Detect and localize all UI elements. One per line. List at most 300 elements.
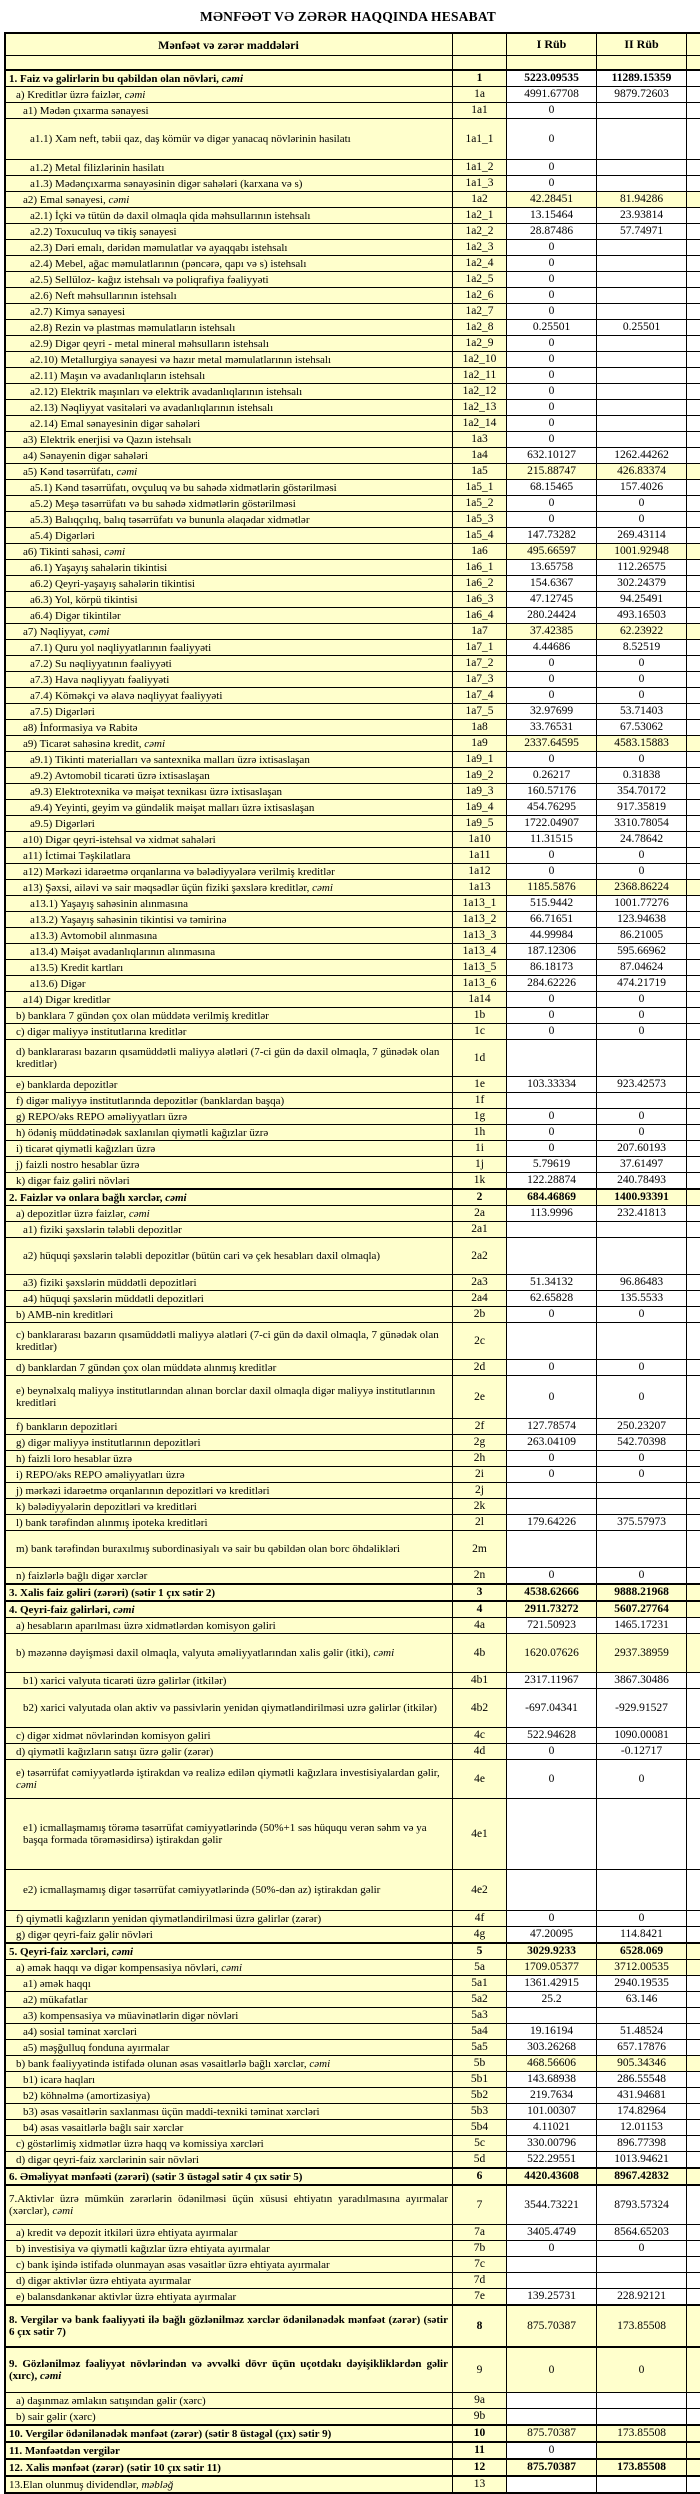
table-row	[6, 1617, 700, 1633]
table-row	[6, 191, 700, 207]
next-col-sliver-cell	[686, 2152, 700, 2167]
row-code: 7e	[452, 2289, 506, 2304]
row-q1-value	[506, 1040, 596, 1076]
table-row	[6, 207, 700, 223]
row-q1-value: 154.6367	[506, 576, 596, 591]
table-row	[6, 1688, 700, 1727]
row-q2-value: 0	[596, 1307, 686, 1322]
row-code: 5a1	[452, 1976, 506, 1991]
row-q1-value: 721.50923	[506, 1618, 596, 1633]
row-q1-value	[506, 1531, 596, 1567]
row-q2-value: 923.42573	[596, 1077, 686, 1092]
row-q2-value: 286.55548	[596, 2072, 686, 2087]
table-row	[6, 1727, 700, 1743]
table-row	[6, 69, 700, 86]
row-code: 1a13	[452, 880, 506, 895]
row-q1-value: 28.87486	[506, 224, 596, 239]
row-code: 9a	[452, 2393, 506, 2408]
row-code: 1a7_2	[452, 656, 506, 671]
next-col-sliver-cell	[686, 1109, 700, 1124]
row-item-label: g) digər maliyyə institutlarının depozitləri	[6, 1435, 452, 1450]
row-q2-value: 0	[596, 1911, 686, 1926]
row-q1-value: 0	[506, 1360, 596, 1375]
row-q2-value: 0	[596, 1760, 686, 1798]
row-code: 1a6_3	[452, 592, 506, 607]
row-code: 4e1	[452, 1799, 506, 1869]
row-q2-value	[596, 368, 686, 383]
row-q2-value: 1262.44262	[596, 448, 686, 463]
row-code: 1a13_1	[452, 896, 506, 911]
next-col-sliver-cell	[686, 928, 700, 943]
row-q2-value: 96.86483	[596, 1275, 686, 1290]
row-q1-value	[506, 1870, 596, 1910]
table-row	[6, 2458, 700, 2475]
row-q1-value: 37.42385	[506, 624, 596, 639]
row-item-label: e2) icmallaşmamış digər təsərrüfat cəmiyyətlərində (50%-dən az) iştirakdan gəlir	[6, 1870, 452, 1910]
row-q1-value: 0	[506, 103, 596, 118]
row-item-label: a1) fiziki şəxslərin tələbli depozitlər	[6, 1222, 452, 1237]
table-row	[6, 2424, 700, 2441]
row-q1-value: 11.31515	[506, 832, 596, 847]
row-item-label: 11. Mənfəətdən vergilər	[6, 2443, 452, 2458]
table-row	[6, 671, 700, 687]
row-q1-value	[506, 1499, 596, 1514]
table-row	[6, 223, 700, 239]
table-row	[6, 975, 700, 991]
row-q2-value: 173.85508	[596, 2426, 686, 2441]
next-col-sliver-cell	[686, 944, 700, 959]
row-item-label: a10) Digər qeyri-istehsal və xidmət sahələri	[6, 832, 452, 847]
row-item-label: 3. Xalis faiz gəliri (zərəri) (sətir 1 çıx sətir 2)	[6, 1585, 452, 1600]
row-q1-value: 0	[506, 1125, 596, 1140]
row-q1-value: 103.33334	[506, 1077, 596, 1092]
spacer-cell	[6, 56, 452, 69]
next-col-sliver-cell	[686, 1141, 700, 1156]
table-row	[6, 431, 700, 447]
row-q1-value: 0	[506, 848, 596, 863]
row-item-label: a3) Elektrik enerjisi və Qazın istehsalı	[6, 432, 452, 447]
row-item-label: a4) hüquqi şəxslərin müddətli depozitləri	[6, 1291, 452, 1306]
table-row	[6, 2023, 700, 2039]
next-col-sliver-cell	[686, 2477, 700, 2492]
table-row	[6, 1188, 700, 1205]
row-item-label: a5.4) Digərləri	[6, 528, 452, 543]
row-q1-value: 0	[506, 496, 596, 511]
row-item-label: a2.13) Nəqliyyat vasitələri və avadanlıqlarının istehsalı	[6, 400, 452, 415]
row-q1-value: 4538.62666	[506, 1585, 596, 1600]
row-q2-value: 8564.65203	[596, 2225, 686, 2240]
next-col-sliver-cell	[686, 2348, 700, 2392]
next-col-sliver-cell	[686, 2289, 700, 2304]
row-code: 1a7_5	[452, 704, 506, 719]
row-code: 1a2_14	[452, 416, 506, 431]
row-q1-value: 5223.09535	[506, 71, 596, 86]
next-col-sliver-cell	[686, 1222, 700, 1237]
row-code: 1a	[452, 87, 506, 102]
row-q1-value: 1620.07626	[506, 1634, 596, 1672]
next-col-sliver-cell	[686, 1307, 700, 1322]
next-col-sliver-cell	[686, 848, 700, 863]
row-q2-value: 81.94286	[596, 192, 686, 207]
row-q1-value: 303.26268	[506, 2040, 596, 2055]
table-row	[6, 863, 700, 879]
row-code: 1g	[452, 1109, 506, 1124]
row-q2-value: 0	[596, 1125, 686, 1140]
row-code: 9	[452, 2348, 506, 2392]
row-item-label: 4. Qeyri-faiz gəlirləri, cəmi	[6, 1602, 452, 1617]
row-q2-value	[596, 352, 686, 367]
row-code: 1a2_2	[452, 224, 506, 239]
row-code: 1a6_1	[452, 560, 506, 575]
row-code: 1e	[452, 1077, 506, 1092]
row-code: 1a12	[452, 864, 506, 879]
next-col-sliver-cell	[686, 208, 700, 223]
row-q2-value: 94.25491	[596, 592, 686, 607]
row-item-label: a2.8) Rezin və plastmas məmulatların istehsalı	[6, 320, 452, 335]
table-row	[6, 623, 700, 639]
spacer-cell	[506, 56, 596, 69]
next-col-sliver-cell	[686, 2088, 700, 2103]
next-col-sliver-cell	[686, 224, 700, 239]
row-code: 1a2_10	[452, 352, 506, 367]
table-row	[6, 1466, 700, 1482]
next-col-sliver-cell	[686, 1206, 700, 1221]
row-q1-value: 127.78574	[506, 1419, 596, 1434]
row-q2-value: 240.78493	[596, 1173, 686, 1188]
row-code: 2d	[452, 1360, 506, 1375]
table-row	[6, 2151, 700, 2167]
row-item-label: a2.11) Maşın və avadanlıqların istehsalı	[6, 368, 452, 383]
table-row	[6, 959, 700, 975]
row-q2-value: 0	[596, 1568, 686, 1583]
row-item-label: a2) Emal sənayesi, cəmi	[6, 192, 452, 207]
row-item-label: e1) icmallaşmamış törəmə təsərrüfat cəmiyyətlərində (50%+1 səs hüququ verən səhm və ya başqa formada törəməsidirsə) iştirakdan gəlir	[6, 1799, 452, 1869]
row-code: 1a13_2	[452, 912, 506, 927]
row-q2-value: 63.146	[596, 1992, 686, 2007]
row-code: 1a2_9	[452, 336, 506, 351]
row-q2-value: 542.70398	[596, 1435, 686, 1450]
table-row	[6, 2087, 700, 2103]
row-code: 1c	[452, 1024, 506, 1039]
row-code: 1a9_1	[452, 752, 506, 767]
next-col-sliver-cell	[686, 2443, 700, 2458]
table-row	[6, 943, 700, 959]
row-item-label: a7) Nəqliyyat, cəmi	[6, 624, 452, 639]
row-item-label: a7.2) Su nəqliyyatının fəaliyyəti	[6, 656, 452, 671]
row-code: 1a7_1	[452, 640, 506, 655]
row-q1-value: 13.15464	[506, 208, 596, 223]
table-row	[6, 767, 700, 783]
row-item-label: a5) Kənd təsərrüfatı, cəmi	[6, 464, 452, 479]
row-code: 1a2_1	[452, 208, 506, 223]
row-q2-value: 2368.86224	[596, 880, 686, 895]
next-col-sliver-cell	[686, 1376, 700, 1418]
row-q1-value: 113.9996	[506, 1206, 596, 1221]
table-row	[6, 2039, 700, 2055]
table-row	[6, 415, 700, 431]
table-row	[6, 2346, 700, 2392]
row-q2-value: 1001.77276	[596, 896, 686, 911]
row-item-label: a) əmək haqqı və digər kompensasiya növləri, cəmi	[6, 1960, 452, 1975]
table-row	[6, 1514, 700, 1530]
next-col-sliver-cell	[686, 992, 700, 1007]
row-item-label: j) faizli nostro hesablar üzrə	[6, 1157, 452, 1172]
table-row	[6, 1759, 700, 1798]
row-q2-value: 0	[596, 2241, 686, 2256]
row-code: 8	[452, 2306, 506, 2346]
table-row	[6, 575, 700, 591]
row-q2-value: 0	[596, 1109, 686, 1124]
row-item-label: a6.4) Digər tikintilər	[6, 608, 452, 623]
row-q1-value: 280.24424	[506, 608, 596, 623]
row-item-label: a5.2) Meşə təsərrüfatı və bu sahədə xidmətlərin göstərilməsi	[6, 496, 452, 511]
row-q1-value: 0	[506, 2443, 596, 2458]
row-code: 7	[452, 2186, 506, 2224]
row-item-label: a4) sosial təminat xərcləri	[6, 2024, 452, 2039]
table-row	[6, 2288, 700, 2304]
row-item-label: b) banklara 7 gündən çox olan müddətə verilmiş kreditlər	[6, 1008, 452, 1023]
row-q2-value: 0	[596, 1451, 686, 1466]
row-code: 1a2_6	[452, 288, 506, 303]
row-code: 5a2	[452, 1992, 506, 2007]
row-q2-value	[596, 1531, 686, 1567]
row-code: 1a6_2	[452, 576, 506, 591]
row-q1-value	[506, 1323, 596, 1359]
row-q2-value: 3712.00535	[596, 1960, 686, 1975]
row-q2-value: 1465.17231	[596, 1618, 686, 1633]
row-q2-value: 2937.38959	[596, 1634, 686, 1672]
next-col-sliver-cell	[686, 160, 700, 175]
next-col-sliver-cell	[686, 1960, 700, 1975]
row-item-label: b2) xarici valyutada olan aktiv və passivlərin yenidən qiymətləndirilməsi uzrə gəlirlər (itkilər)	[6, 1689, 452, 1727]
table-row	[6, 559, 700, 575]
row-q1-value: 187.12306	[506, 944, 596, 959]
table-row	[6, 175, 700, 191]
row-q1-value: 66.71651	[506, 912, 596, 927]
row-code: 1a11	[452, 848, 506, 863]
row-item-label: a13.4) Məişət avadanlıqlarının alınmasına	[6, 944, 452, 959]
next-col-sliver-cell	[686, 1173, 700, 1188]
next-col-sliver-cell	[686, 384, 700, 399]
row-item-label: a7.3) Hava nəqliyyatı fəaliyyəti	[6, 672, 452, 687]
row-q1-value: 0	[506, 1744, 596, 1759]
next-col-sliver-cell	[686, 1568, 700, 1583]
table-row	[6, 1418, 700, 1434]
row-code: 1a5	[452, 464, 506, 479]
next-col-sliver-cell	[686, 1275, 700, 1290]
row-code: 1a8	[452, 720, 506, 735]
table-row	[6, 1124, 700, 1140]
row-item-label: a) Kreditlər üzrə faizlər, cəmi	[6, 87, 452, 102]
next-col-sliver-cell	[686, 896, 700, 911]
table-row	[6, 911, 700, 927]
row-code: 1a3	[452, 432, 506, 447]
row-q2-value: -929.91527	[596, 1689, 686, 1727]
row-q1-value: 160.57176	[506, 784, 596, 799]
row-item-label: f) qiymətli kağızların yenidən qiymətləndirilməsi üzrə gəlirlər (zərər)	[6, 1911, 452, 1926]
row-q1-value: 42.28451	[506, 192, 596, 207]
table-row	[6, 511, 700, 527]
next-col-sliver-cell	[686, 464, 700, 479]
table-row	[6, 1942, 700, 1959]
next-col-sliver-cell	[686, 87, 700, 102]
table-row	[6, 255, 700, 271]
row-code: 5b4	[452, 2120, 506, 2135]
row-q2-value: 67.53062	[596, 720, 686, 735]
next-col-sliver-cell	[686, 2257, 700, 2272]
next-col-sliver-cell	[686, 1760, 700, 1798]
next-col-sliver-cell	[686, 1728, 700, 1743]
next-col-sliver-cell	[686, 352, 700, 367]
table-row	[6, 639, 700, 655]
next-col-sliver-cell	[686, 192, 700, 207]
row-item-label: d) qiymətli kağızların satışı üzrə gəlir (zərər)	[6, 1744, 452, 1759]
row-code: 4a	[452, 1618, 506, 1633]
row-q1-value: 62.65828	[506, 1291, 596, 1306]
next-col-sliver-cell	[686, 2273, 700, 2288]
table-row	[6, 1007, 700, 1023]
row-item-label: a2.6) Neft məhsullarının istehsalı	[6, 288, 452, 303]
next-col-sliver-cell	[686, 1157, 700, 1172]
row-q2-value	[596, 1238, 686, 1274]
row-item-label: a1) əmək haqqı	[6, 1976, 452, 1991]
row-q2-value	[596, 119, 686, 159]
row-q2-value: 0	[596, 496, 686, 511]
row-q1-value	[506, 1799, 596, 1869]
row-code: 2n	[452, 1568, 506, 1583]
next-col-sliver-cell	[686, 256, 700, 271]
row-q1-value	[506, 2273, 596, 2288]
row-code: 2e	[452, 1376, 506, 1418]
row-item-label: a9.1) Tikinti materialları və santexnika malları üzrə ixtisaslaşan	[6, 752, 452, 767]
table-row	[6, 1322, 700, 1359]
row-item-label: e) beynəlxalq maliyyə institutlarından alınan borclar daxil olmaqla digər maliyyə institutlarının kreditləri	[6, 1376, 452, 1418]
row-code: 1k	[452, 1173, 506, 1188]
next-col-sliver-cell	[686, 1927, 700, 1942]
row-code: 1f	[452, 1093, 506, 1108]
row-q2-value: 9888.21968	[596, 1585, 686, 1600]
table-row	[6, 1237, 700, 1274]
next-col-sliver-cell	[686, 1799, 700, 1869]
row-q1-value: 0	[506, 1109, 596, 1124]
row-q1-value: 2911.73272	[506, 1602, 596, 1617]
row-item-label: b1) icarə haqları	[6, 2072, 452, 2087]
row-q2-value	[596, 256, 686, 271]
row-item-label: b2) köhnəlmə (amortizasiya)	[6, 2088, 452, 2103]
row-q1-value: 284.62226	[506, 976, 596, 991]
row-code: 1a7	[452, 624, 506, 639]
row-q2-value: 0.25501	[596, 320, 686, 335]
row-code: 4e2	[452, 1870, 506, 1910]
spacer-cell	[686, 56, 700, 69]
row-q2-value: 3867.30486	[596, 1673, 686, 1688]
row-code: 4b1	[452, 1673, 506, 1688]
next-col-sliver-cell	[686, 1483, 700, 1498]
row-q1-value: 0	[506, 416, 596, 431]
table-row	[6, 1023, 700, 1039]
row-q1-value: 0	[506, 176, 596, 191]
row-code: 4e	[452, 1760, 506, 1798]
row-q1-value: 0	[506, 672, 596, 687]
row-item-label: i) REPO/əks REPO əməliyyatları üzrə	[6, 1467, 452, 1482]
row-q1-value: 3405.4749	[506, 2225, 596, 2240]
row-q1-value: 0	[506, 432, 596, 447]
row-q2-value	[596, 1499, 686, 1514]
row-q2-value	[596, 1040, 686, 1076]
row-code: 1a5_4	[452, 528, 506, 543]
row-q2-value: 0	[596, 752, 686, 767]
row-item-label: m) bank tərəfindən buraxılmış subordinasiyalı və sair bu qəbildən olan borc öhdəlikləri	[6, 1531, 452, 1567]
row-code: 5c	[452, 2136, 506, 2151]
row-item-label: k) bələdiyyələrin depozitləri və kreditləri	[6, 1499, 452, 1514]
row-q1-value: 330.00796	[506, 2136, 596, 2151]
row-code: 11	[452, 2443, 506, 2458]
row-q2-value: 0	[596, 1024, 686, 1039]
row-item-label: d) banklardan 7 gündən çox olan müddətə alınmış kreditlər	[6, 1360, 452, 1375]
row-code: 4f	[452, 1911, 506, 1926]
table-row	[6, 1092, 700, 1108]
next-col-sliver-cell	[686, 1689, 700, 1727]
table-row	[6, 719, 700, 735]
table-row	[6, 383, 700, 399]
row-code: 1a5_2	[452, 496, 506, 511]
row-code: 2j	[452, 1483, 506, 1498]
row-item-label: i) ticarət qiymətli kağızları üzrə	[6, 1141, 452, 1156]
row-code: 1a5_3	[452, 512, 506, 527]
row-code: 1a13_6	[452, 976, 506, 991]
row-code: 2k	[452, 1499, 506, 1514]
row-item-label: n) faizlərlə bağlı digər xərclər	[6, 1568, 452, 1583]
row-q1-value: 1361.42915	[506, 1976, 596, 1991]
row-code: 6	[452, 2169, 506, 2184]
row-q1-value: 0	[506, 1911, 596, 1926]
row-item-label: a2.7) Kimya sənayesi	[6, 304, 452, 319]
row-q1-value: 875.70387	[506, 2460, 596, 2475]
table-row	[6, 2392, 700, 2408]
row-q2-value: -0.12717	[596, 1744, 686, 1759]
next-col-sliver-cell	[686, 1093, 700, 1108]
next-col-sliver-cell	[686, 1618, 700, 1633]
next-col-sliver-cell	[686, 1024, 700, 1039]
row-code: 1a9_2	[452, 768, 506, 783]
row-q2-value: 905.34346	[596, 2056, 686, 2071]
row-q1-value: 0	[506, 256, 596, 271]
next-col-sliver-cell	[686, 832, 700, 847]
row-q2-value: 657.17876	[596, 2040, 686, 2055]
table-row	[6, 2475, 700, 2492]
table-row	[6, 2007, 700, 2023]
next-col-sliver-cell	[686, 1190, 700, 1205]
table-row	[6, 1975, 700, 1991]
row-code: 1a2_11	[452, 368, 506, 383]
row-code: 5a5	[452, 2040, 506, 2055]
table-row	[6, 319, 700, 335]
row-code: 1a2_7	[452, 304, 506, 319]
header-items: Mənfəət və zərər maddələri	[6, 34, 452, 55]
next-col-sliver-cell	[686, 1291, 700, 1306]
row-q2-value	[596, 336, 686, 351]
table-row	[6, 607, 700, 623]
row-code: 5b2	[452, 2088, 506, 2103]
row-q1-value: 4.11021	[506, 2120, 596, 2135]
row-q2-value	[596, 1799, 686, 1869]
row-q2-value: 1013.94621	[596, 2152, 686, 2167]
table-row	[6, 463, 700, 479]
row-code: 2a1	[452, 1222, 506, 1237]
row-item-label: a2.9) Digər qeyri - metal mineral məhsulların istehsalı	[6, 336, 452, 351]
next-col-sliver-cell	[686, 672, 700, 687]
row-q2-value: 12.01153	[596, 2120, 686, 2135]
